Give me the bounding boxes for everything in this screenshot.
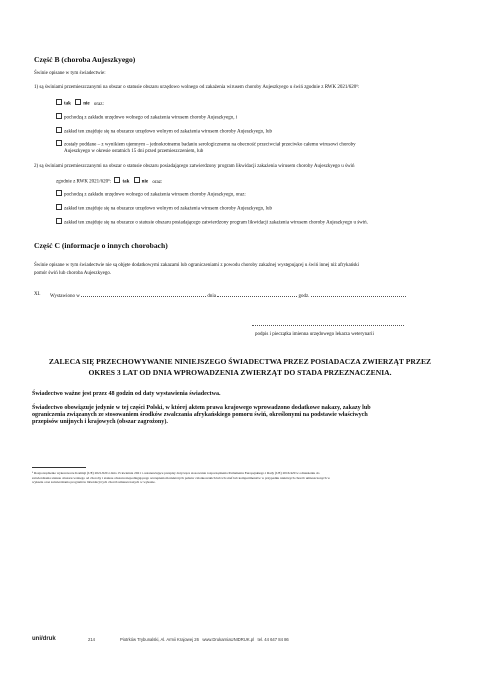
choice-nie-label: nie <box>141 179 149 185</box>
time-label: godz. <box>298 294 310 299</box>
issued-time-field[interactable] <box>311 291 406 297</box>
item2-choice-row <box>56 177 162 186</box>
checkbox-option[interactable] <box>56 190 62 196</box>
date-label: dnia <box>207 294 216 299</box>
option-text: zostały poddane – z wynikiem ujemnym – jednokrotnemu badaniu serologicznemu na obecność przeciwciał przeciwko całemu wirusowi choroby <box>64 142 356 148</box>
item1-option-3-cont: Aujeszkyego w okresie ostatnich 15 dni przed przemieszczeniem, lub <box>64 149 204 154</box>
checkbox-option[interactable] <box>56 140 62 146</box>
item2-option-1 <box>56 190 246 199</box>
checkbox-option[interactable] <box>56 127 62 133</box>
choice-tak-label: tak <box>122 179 130 185</box>
option-text: zakład ten znajduje się na obszarze o statusie obszaru posiadającego zatwierdzony program likwidacji zakażenia wirusem choroby Aujeszkyego u świń. <box>64 220 368 226</box>
section-c-text: Świnie opisane w tym świadectwie nie są objęte dodatkowymi zakazami lub ograniczeniami z powodu choroby zakaźnej występującej u świń innej niż afrykański <box>34 263 360 268</box>
issued-label: Wystawiono w <box>50 294 80 299</box>
section-b-item-2: 2) są świniami przemieszczanymi na obszar o statusie obszaru posiadającego zatwierdzony program likwidacji zakażenia wirusem choroby Aujeszkyego u świń <box>34 164 355 169</box>
issued-date-field[interactable] <box>217 291 297 297</box>
page-number: 214 <box>88 637 95 642</box>
section-c-title: Część C (informacje o innych chorobach) <box>34 241 168 250</box>
checkbox-option[interactable] <box>56 218 62 224</box>
choice-nie-label: nie <box>83 101 90 107</box>
choice-suffix: oraz: <box>93 101 104 107</box>
notice-line-1: Świadectwo obowiązuje jedynie w tej części Polski, w której aktem prawa krajowego wprowadzono dodatkowe nakazy, zakazy lub <box>32 405 371 411</box>
choice-tak-label: tak <box>64 101 71 107</box>
footnote <box>32 471 452 485</box>
footnote-line-3: wykazie oraz zatwierdzania programów likwidacji tych chorób umieszczonych w wykazie. <box>32 480 156 485</box>
recommendation-line-1: ZALECA SIĘ PRZECHOWYWANIE NINIEJSZEGO ŚWIADECTWA PRZEZ POSIADACZA ZWIERZĄT PRZEZ <box>48 357 432 366</box>
checkbox-nie[interactable] <box>134 177 140 183</box>
item2-option-3 <box>56 218 368 227</box>
option-text: pochodzą z zakładu urzędowo wolnego od zakażenia wirusem choroby Aujeszkyego, oraz: <box>64 192 246 198</box>
checkbox-option[interactable] <box>56 113 62 119</box>
item1-option-2 <box>56 127 272 136</box>
footnote-line-1: ⁶ Rozporządzenie wykonawcze Komisji (UE) 2021/620 z dnia 15 kwietnia 2021 r. ustanawiające przepisy dotyczące stosowania rozporządzenia Parlamentu Europejskiego i Rady (UE) 2016/429 w odniesieniu do <box>32 471 320 475</box>
choice-suffix: oraz: <box>152 179 163 185</box>
recommendation-line-2: OKRES 3 LAT OD DNIA WPROWADZENIA ZWIERZĄT DO STADA PRZEZNACZENIA. <box>88 368 392 377</box>
section-c-text-cont: pomór świń lub choroba Aujeszkyego. <box>34 271 112 276</box>
checkbox-tak[interactable] <box>56 99 62 105</box>
issued-place-field[interactable] <box>81 291 206 297</box>
issued-line <box>50 291 450 300</box>
signature-field[interactable] <box>252 320 404 326</box>
signature-caption: podpis i pieczątka imienna urzędowego lekarza weterynarii <box>255 332 374 337</box>
item2-lead: zgodnie z RWK 2021/620⁶: <box>56 179 112 185</box>
item2-option-2 <box>56 204 272 213</box>
checkbox-tak[interactable] <box>114 177 120 183</box>
item1-option-1 <box>56 113 237 122</box>
footnote-divider <box>32 467 86 468</box>
publisher-logo: uni/druk <box>32 636 56 642</box>
issued-numeral: XI. <box>34 292 41 297</box>
checkbox-nie[interactable] <box>75 99 81 105</box>
option-text: zakład ten znajduje się na obszarze urzędowo wolnym od zakażenia wirusem choroby Aujeszkyego, lub <box>64 129 272 135</box>
option-text: pochodzą z zakładu urzędowo wolnego od zakażenia wirusem choroby Aujeszkyego, i <box>64 115 238 121</box>
validity-note: Świadectwo ważne jest przez 48 godzin od daty wystawienia świadectwa. <box>32 391 221 397</box>
item1-choice-row <box>56 99 104 108</box>
footnote-line-2: zatwierdzania statusu obszaru wolnego od choroby i statusu obszaru niepodlegającego szczepieniom niektórych państw członkowskich lub ich stref lub kompartmentów w przypadku niektórych chorób umieszczonych w <box>32 475 330 480</box>
option-text: zakład ten znajduje się na obszarze urzędowo wolnym od zakażenia wirusem choroby Aujeszkyego, lub <box>64 206 272 212</box>
notice <box>32 405 448 427</box>
notice-line-2: ograniczenia związanych ze stosowaniem środków zwalczania afrykańskiego pomoru świń, określonymi na podstawie właściwych <box>32 412 368 419</box>
section-b-intro: Świnie opisane w tym świadectwie: <box>34 71 106 76</box>
publisher-info: Piotrków Trybunalski, Al. Armii Krajowej 26 www.DrukarniaUNIDRUK.pl tel. 44 647 84 86 <box>120 637 289 642</box>
notice-line-3: przepisów unijnych i krajowych (obszar zagrożony). <box>32 419 168 426</box>
section-b-title: Część B (choroba Aujeszkyego) <box>34 55 136 64</box>
section-b-item-1: 1) są świniami przemieszczanymi na obszar o statusie obszaru urzędowo wolnego od zakażenia wirusem choroby Aujeszkyego u świń zgodnie z RWK 2021/620⁶: <box>34 85 360 90</box>
checkbox-option[interactable] <box>56 204 62 210</box>
